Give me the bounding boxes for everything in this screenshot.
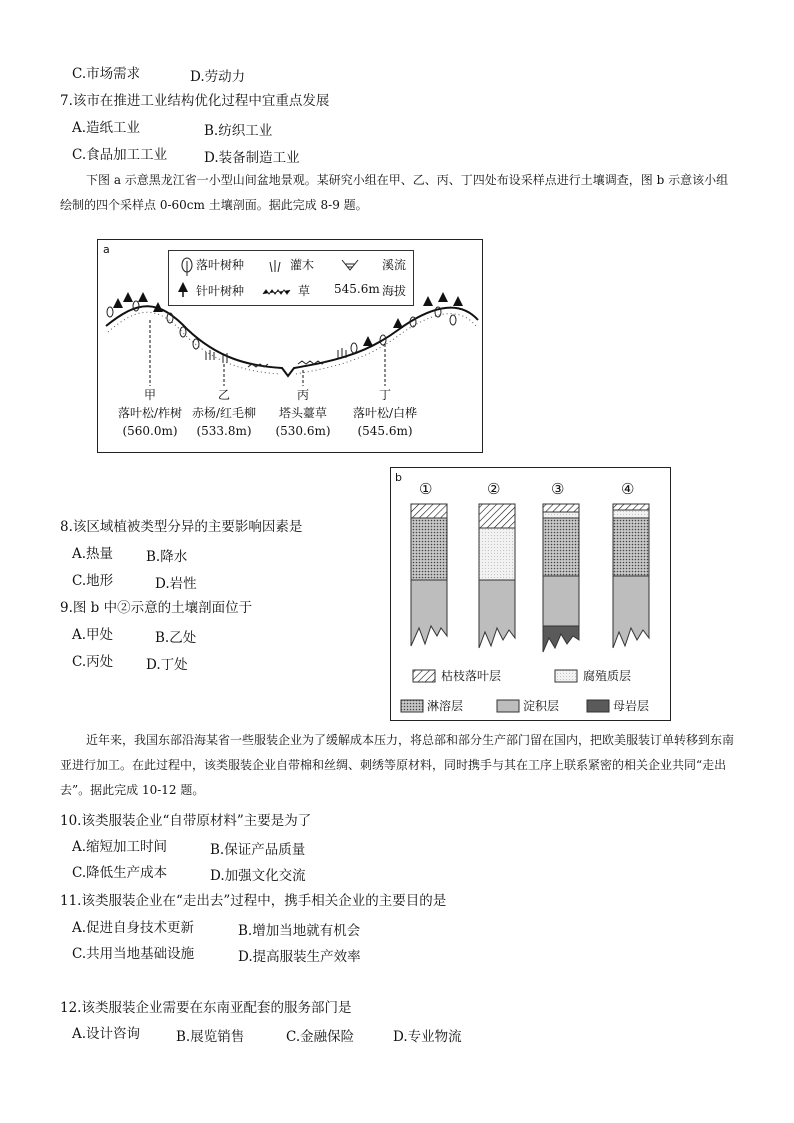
site-yi <box>186 386 262 440</box>
q8-option-b: B.降水 <box>146 549 188 565</box>
site-ding-veg: 落叶松/白桦 <box>352 406 418 420</box>
site-yi-veg: 赤杨/红毛柳 <box>191 406 257 420</box>
q7-option-c: C.食品加工工业 <box>72 147 168 163</box>
site-bing-veg: 塔头薹草 <box>278 406 327 420</box>
q11-option-c: C.共用当地基础设施 <box>72 946 195 962</box>
q7-option-d: D.装备制造工业 <box>204 150 300 166</box>
shrub-icon <box>270 260 280 272</box>
conifer-icon <box>178 282 188 297</box>
q12-stem: 12.该类服装企业需要在东南亚配套的服务部门是 <box>60 1000 352 1016</box>
deciduous-icon <box>182 258 192 276</box>
q8-option-a: A.热量 <box>72 546 114 562</box>
legend-litter: 枯枝落叶层 <box>441 669 502 683</box>
legend-illuvial: 淀积层 <box>523 699 560 713</box>
figure-b-tag: b <box>395 471 402 484</box>
grass-icon <box>263 290 290 294</box>
q6-option-c: C.市场需求 <box>72 66 141 82</box>
site-yi-elev: (533.8m) <box>196 424 252 438</box>
legend-eluvial: 淋溶层 <box>427 699 464 713</box>
soil-profile-1 <box>411 504 447 646</box>
q11-option-a: A.促进自身技术更新 <box>72 920 195 936</box>
site-ding-name: 丁 <box>378 388 391 402</box>
profile-label-1: ① <box>419 480 433 498</box>
profile-label-2: ② <box>487 480 501 498</box>
q10-option-d: D.加强文化交流 <box>210 868 306 884</box>
legend-bedrock: 母岩层 <box>613 699 650 713</box>
q9-option-b: B.乙处 <box>155 630 197 646</box>
site-jia <box>112 386 188 440</box>
site-ding-elev: (545.6m) <box>357 424 413 438</box>
q12-option-d: D.专业物流 <box>393 1029 462 1045</box>
q12-option-c: C.金融保险 <box>286 1029 355 1045</box>
q9-option-a: A.甲处 <box>72 627 114 643</box>
figure-b <box>390 467 671 721</box>
intro-paragraph-8-9: 下图 a 示意黑龙江省一小型山间盆地景观。某研究小组在甲、乙、丙、丁四处布设采样点进行土壤调查，图 b 示意该小组绘制的四个采样点 0-60cm 土壤剖面。据此完成 8-9 题。 <box>60 173 729 212</box>
soil-profile-3 <box>543 504 579 652</box>
site-jia-veg: 落叶松/柞树 <box>117 406 183 420</box>
site-ding <box>347 386 423 440</box>
q11-option-d: D.提高服装生产效率 <box>238 949 361 965</box>
profile-label-3: ③ <box>551 480 565 498</box>
legend-grass: 草 <box>298 284 311 298</box>
q10-option-c: C.降低生产成本 <box>72 865 168 881</box>
legend-stream: 溪流 <box>382 258 407 272</box>
legend-humus: 腐殖质层 <box>583 669 632 683</box>
q12-option-b: B.展览销售 <box>176 1029 245 1045</box>
legend-elevation: 海拔 <box>382 284 407 298</box>
soil-profile-2 <box>479 504 515 648</box>
stream-icon <box>342 260 358 270</box>
q10-option-a: A.缩短加工时间 <box>72 839 168 855</box>
legend-shrub: 灌木 <box>290 258 315 272</box>
legend-elev-sample: 545.6m <box>334 282 380 296</box>
q10-stem: 10.该类服装企业“自带原材料”主要是为了 <box>60 813 312 829</box>
q9-option-c: C.丙处 <box>72 654 114 670</box>
q7-stem: 7.该市在推进工业结构优化过程中宜重点发展 <box>60 93 330 109</box>
q7-option-a: A.造纸工业 <box>72 120 141 136</box>
figure-a-tag: a <box>103 243 110 256</box>
q11-stem: 11.该类服装企业在“走出去”过程中，携手相关企业的主要目的是 <box>60 893 447 909</box>
q8-option-d: D.岩性 <box>155 576 197 592</box>
site-jia-elev: (560.0m) <box>122 424 178 438</box>
site-bing-name: 丙 <box>296 388 309 402</box>
site-bing <box>265 386 341 440</box>
q9-option-d: D.丁处 <box>146 657 188 673</box>
q11-option-b: B.增加当地就有机会 <box>238 923 361 939</box>
legend-deciduous: 落叶树种 <box>196 258 245 272</box>
profile-label-4: ④ <box>621 480 635 498</box>
soil-profile-4 <box>613 504 649 648</box>
figure-a <box>97 239 483 453</box>
q9-stem: 9.图 b 中②示意的土壤剖面位于 <box>60 600 253 616</box>
q10-option-b: B.保证产品质量 <box>210 842 306 858</box>
q6-option-d: D.劳动力 <box>190 69 246 85</box>
q8-option-c: C.地形 <box>72 573 114 589</box>
q7-option-b: B.纺织工业 <box>204 123 273 139</box>
site-yi-name: 乙 <box>217 388 230 402</box>
legend-conifer: 针叶树种 <box>196 284 245 298</box>
intro-paragraph-10-12: 近年来，我国东部沿海某省一些服装企业为了缓解成本压力，将总部和部分生产部门留在国内，把欧美服装订单转移到东南亚进行加工。在此过程中，该类服装企业自带棉和丝绸、刺绣等原材料，同时携手与其在工序上联系紧密的相关企业共同“走出去”。据此完成 10-12 题。 <box>60 733 735 797</box>
site-jia-name: 甲 <box>143 388 156 402</box>
q12-option-a: A.设计咨询 <box>72 1026 141 1042</box>
q8-stem: 8.该区域植被类型分异的主要影响因素是 <box>60 519 303 535</box>
site-bing-elev: (530.6m) <box>275 424 331 438</box>
